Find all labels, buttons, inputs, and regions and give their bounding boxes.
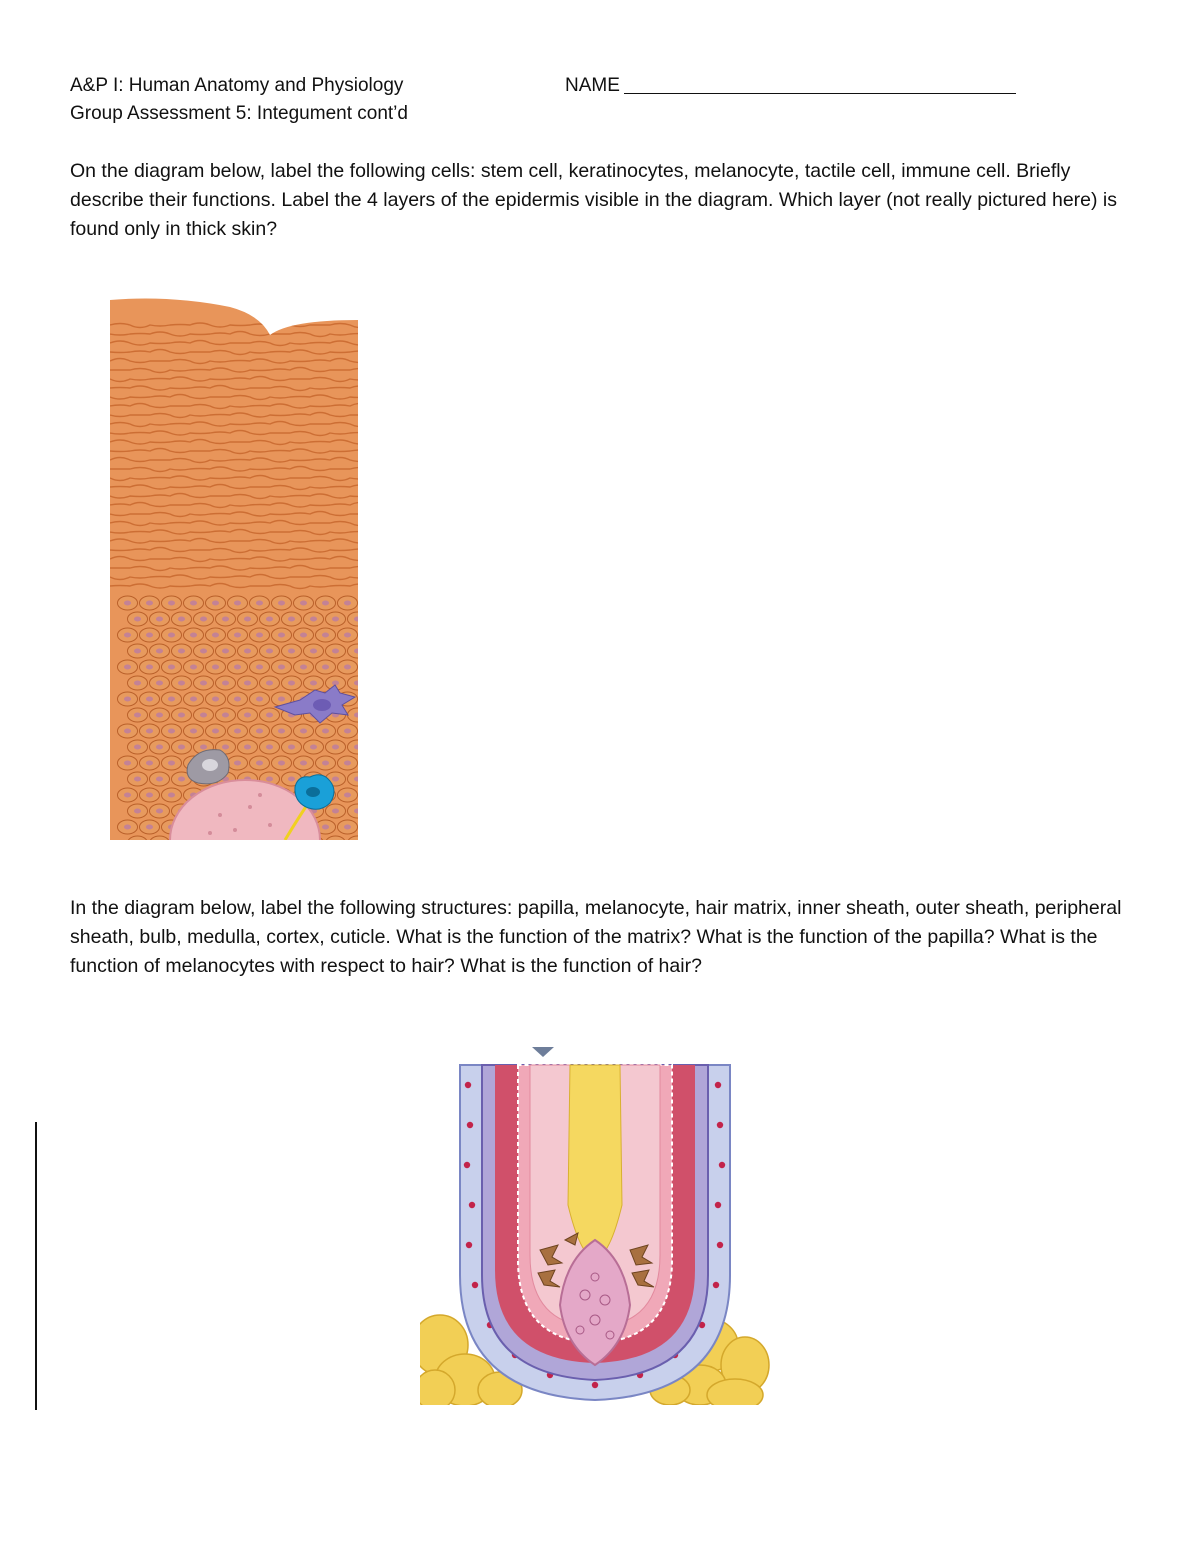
name-blank-line[interactable] <box>624 73 1016 94</box>
course-title: A&P I: Human Anatomy and Physiology <box>70 75 404 96</box>
name-field[interactable] <box>565 72 1016 100</box>
marker-arrow <box>532 1047 554 1057</box>
question-2-text: In the diagram below, label the following structures: papilla, melanocyte, hair matrix, inner sheath, outer sheath, peripheral sheath, bulb, medulla, cortex, cuticle. What is the function of the matrix? What is the function of the papilla? What is the function of melanocytes with respect to hair? What is the function of hair? <box>70 897 1122 977</box>
name-label: NAME <box>565 75 620 96</box>
margin-line <box>35 1122 37 1410</box>
assessment-title: Group Assessment 5: Integument cont’d <box>70 103 408 124</box>
epidermis-diagram <box>110 295 358 840</box>
question-1-text: On the diagram below, label the following cells: stem cell, keratinocytes, melanocyte, tactile cell, immune cell. Briefly describe their functions. Label the 4 layers of the epidermis visible in the diagram. Which layer (not really pictured here) is found only in thick skin? <box>70 160 1118 240</box>
hair-follicle-diagram <box>420 1045 770 1405</box>
